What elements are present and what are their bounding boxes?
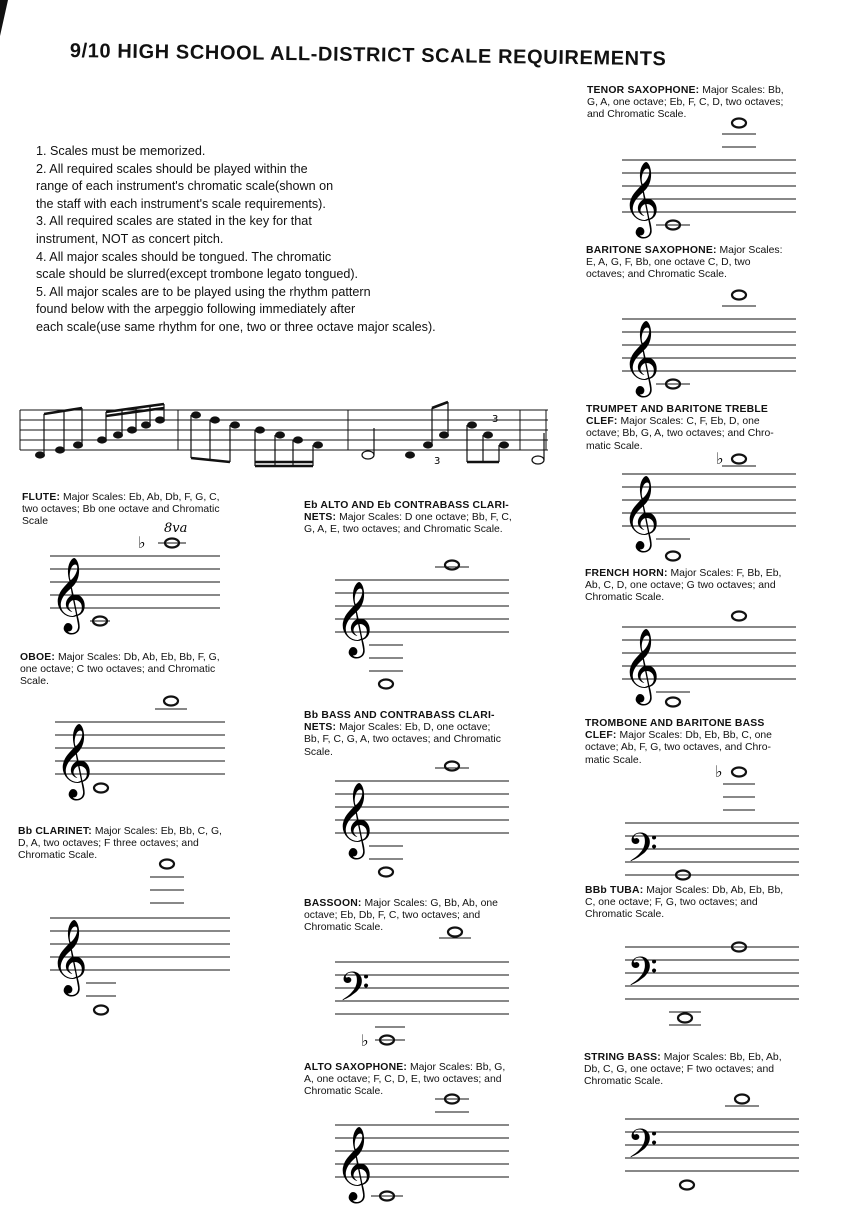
treble-clef-icon: 𝄞 bbox=[335, 582, 373, 656]
instrument-name: NETS: bbox=[304, 512, 337, 524]
bass-clef-icon: 𝄢 bbox=[339, 964, 370, 1020]
instrument-bari-sax bbox=[586, 245, 836, 282]
tuba-staff bbox=[625, 935, 815, 1045]
requirement-line: octave; Bb, G, A, two octaves; and Chro- bbox=[586, 428, 774, 440]
requirement-line: Scale. bbox=[304, 746, 333, 758]
instrument-alto-sax bbox=[304, 1062, 564, 1099]
bb-bass-clarinet-text bbox=[304, 710, 564, 759]
instrument-bb-bass-clarinet bbox=[304, 710, 564, 759]
requirement-line: Major Scales: Eb, Bb, C, G, bbox=[94, 826, 222, 837]
rule-line: 2. All required scales should be played within the bbox=[36, 161, 308, 176]
requirement-line: Major Scales: Bb, Eb, Ab, bbox=[663, 1052, 782, 1063]
triplet-mark: 3 bbox=[434, 456, 441, 467]
requirement-line: one octave; C two octaves; and Chromatic bbox=[20, 664, 216, 676]
string-bass-text bbox=[584, 1052, 838, 1089]
tenor-sax-text bbox=[587, 85, 837, 122]
requirement-line: Ab, C, D, one octave; G two octaves; and bbox=[585, 580, 776, 592]
requirement-line: A, one octave; F, C, D, E, two octaves; and bbox=[304, 1074, 502, 1086]
flat-icon: ♭ bbox=[361, 1031, 369, 1050]
triplet-mark: 3 bbox=[492, 414, 499, 425]
instrument-name: NETS: bbox=[304, 722, 337, 734]
requirement-line: Bb, F, C, G, A, two octaves; and Chromatic bbox=[304, 734, 501, 746]
requirement-line: Major Scales: F, Bb, Eb, bbox=[670, 568, 782, 579]
treble-clef-icon: 𝄞 bbox=[50, 920, 88, 994]
requirement-line: matic Scale. bbox=[585, 754, 642, 766]
requirement-line: G, A, one octave; Eb, F, C, D, two octaves; bbox=[587, 97, 784, 109]
requirement-line: Scale. bbox=[20, 676, 49, 688]
instrument-tuba bbox=[585, 885, 837, 922]
requirement-line: Major Scales: Eb, Ab, Db, F, G, C, bbox=[63, 492, 220, 503]
instrument-name: BASSOON: bbox=[304, 898, 362, 909]
rules-list bbox=[36, 143, 556, 337]
instrument-string-bass bbox=[584, 1052, 838, 1089]
instrument-name: ALTO SAXOPHONE: bbox=[304, 1062, 408, 1073]
requirement-line: and Chromatic Scale. bbox=[587, 109, 687, 121]
french-horn-text bbox=[585, 568, 837, 605]
instrument-eb-alto-clarinet bbox=[304, 500, 564, 537]
treble-clef-icon: 𝄞 bbox=[50, 558, 88, 632]
alto-sax-staff bbox=[335, 1095, 525, 1205]
instrument-tenor-sax bbox=[587, 85, 837, 122]
rule-line: found below with the arpeggio following immediately after bbox=[36, 302, 356, 317]
requirement-line: matic Scale. bbox=[586, 440, 643, 452]
requirement-line: Chromatic Scale. bbox=[585, 909, 665, 921]
treble-clef-icon: 𝄞 bbox=[335, 783, 373, 857]
requirement-line: Major Scales: G, Bb, Ab, one bbox=[364, 898, 498, 909]
rule-line: each scale(use same rhythm for one, two or three octave major scales). bbox=[36, 319, 436, 334]
page-corner-mark bbox=[0, 0, 20, 40]
bb-bass-clarinet-staff bbox=[335, 758, 525, 898]
requirement-line: octave; Eb, Db, F, C, two octaves; and bbox=[304, 910, 481, 922]
requirement-line: Chromatic Scale. bbox=[585, 592, 665, 604]
requirement-line: G, A, E, two octaves; and Chromatic Scale. bbox=[304, 524, 503, 536]
instrument-bassoon bbox=[304, 898, 564, 935]
rule-line: the staff with each instrument's scale requirements). bbox=[36, 196, 326, 211]
oboe-staff bbox=[55, 690, 235, 800]
rhythm-pattern-staff bbox=[20, 400, 560, 480]
requirement-line: octaves; and Chromatic Scale. bbox=[586, 269, 727, 281]
bassoon-text bbox=[304, 898, 564, 935]
string-bass-staff bbox=[625, 1093, 815, 1203]
requirement-line: Scale bbox=[22, 516, 48, 528]
instrument-name: Bb CLARINET: bbox=[18, 826, 92, 837]
instrument-bb-clarinet bbox=[18, 826, 282, 863]
page-title: 9/10 HIGH SCHOOL ALL-DISTRICT SCALE REQUIREMENTS bbox=[69, 40, 667, 71]
requirement-line: C, one octave; F, G, two octaves; and bbox=[585, 897, 758, 909]
requirement-line: E, A, G, F, Bb, one octave C, D, two bbox=[586, 257, 751, 269]
instrument-name: FLUTE: bbox=[22, 492, 61, 503]
instrument-name: Bb BASS AND CONTRABASS CLARI- bbox=[304, 710, 495, 721]
requirement-line: Chromatic Scale. bbox=[304, 922, 384, 934]
eb-alto-clarinet-staff bbox=[335, 555, 525, 695]
instrument-name: TRUMPET AND BARITONE TREBLE bbox=[586, 404, 769, 415]
french-horn-staff bbox=[622, 605, 812, 715]
flute-staff bbox=[50, 521, 230, 632]
bb-clarinet-text bbox=[18, 826, 282, 863]
treble-clef-icon: 𝄞 bbox=[622, 629, 660, 703]
instrument-trumpet bbox=[586, 404, 836, 453]
instrument-name: OBOE: bbox=[20, 652, 56, 663]
instrument-name: BARITONE SAXOPHONE: bbox=[586, 245, 717, 256]
requirement-line: Chromatic Scale. bbox=[584, 1076, 664, 1088]
requirement-line: Major Scales: Db, Ab, Eb, Bb, F, G, bbox=[57, 652, 220, 663]
instrument-name: FRENCH HORN: bbox=[585, 568, 668, 579]
tenor-sax-staff bbox=[622, 118, 812, 238]
instrument-french-horn bbox=[585, 568, 837, 605]
trumpet-staff bbox=[622, 450, 812, 570]
rule-line: 1. Scales must be memorized. bbox=[36, 144, 206, 158]
requirement-line: Major Scales: bbox=[719, 245, 783, 256]
bari-sax-text bbox=[586, 245, 836, 282]
rule-line: 4. All major scales should be tongued. The chromatic bbox=[36, 249, 332, 264]
requirement-line: Major Scales: Bb, bbox=[702, 85, 784, 96]
instrument-name: CLEF: bbox=[586, 416, 618, 428]
instrument-name: Eb ALTO AND Eb CONTRABASS CLARI- bbox=[304, 500, 509, 511]
trombone-staff bbox=[625, 760, 815, 890]
treble-clef-icon: 𝄞 bbox=[622, 162, 660, 236]
octave-mark: 8va bbox=[164, 521, 188, 536]
requirement-line: D, A, two octaves; F three octaves; and bbox=[18, 838, 199, 850]
rule-line: 3. All required scales are stated in the key for that bbox=[36, 214, 312, 229]
tuba-text bbox=[585, 885, 837, 922]
requirement-line: Major Scales: Db, Ab, Eb, Bb, bbox=[646, 885, 784, 896]
rule-line: 5. All major scales are to be played using the rhythm pattern bbox=[36, 284, 371, 299]
instrument-name: STRING BASS: bbox=[584, 1052, 661, 1063]
bari-sax-staff bbox=[622, 285, 812, 395]
flat-icon: ♭ bbox=[715, 762, 723, 781]
oboe-text bbox=[20, 652, 282, 689]
flute-text bbox=[22, 492, 282, 529]
instrument-name: CLEF: bbox=[585, 730, 617, 742]
treble-clef-icon: 𝄞 bbox=[55, 724, 93, 798]
instrument-name: TENOR SAXOPHONE: bbox=[587, 85, 700, 96]
requirement-line: Major Scales: Bb, G, bbox=[409, 1062, 506, 1073]
bassoon-staff bbox=[335, 944, 525, 1054]
requirement-line: Major Scales: Db, Eb, Bb, C, one bbox=[619, 730, 772, 742]
rule-line: instrument, NOT as concert pitch. bbox=[36, 231, 224, 246]
eb-alto-clarinet-text bbox=[304, 500, 564, 537]
requirement-line: Db, C, G, one octave; F two octaves; and bbox=[584, 1064, 775, 1076]
instrument-name: TROMBONE AND BARITONE BASS bbox=[585, 718, 765, 729]
trumpet-text bbox=[586, 404, 836, 453]
bb-clarinet-staff bbox=[50, 862, 240, 1022]
bass-clef-icon: 𝄢 bbox=[627, 825, 658, 881]
requirement-line: Chromatic Scale. bbox=[304, 1086, 384, 1098]
bass-clef-icon: 𝄢 bbox=[627, 1121, 658, 1177]
bass-clef-icon: 𝄢 bbox=[627, 949, 658, 1005]
instrument-name: BBb TUBA: bbox=[585, 885, 644, 896]
instrument-oboe bbox=[20, 652, 282, 689]
requirement-line: Major Scales: Eb, D, one octave; bbox=[339, 722, 491, 734]
rule-line: range of each instrument's chromatic scale(shown on bbox=[36, 179, 334, 194]
treble-clef-icon: 𝄞 bbox=[622, 476, 660, 550]
alto-sax-text bbox=[304, 1062, 564, 1099]
treble-clef-icon: 𝄞 bbox=[335, 1127, 373, 1201]
requirement-line: Major Scales: C, F, Eb, D, one bbox=[620, 416, 760, 428]
requirement-line: Chromatic Scale. bbox=[18, 850, 98, 862]
requirement-line: octave; Ab, F, G, two octaves, and Chro- bbox=[585, 742, 771, 754]
rule-line: scale should be slurred(except trombone legato tongued). bbox=[36, 267, 359, 282]
flat-icon: ♭ bbox=[138, 533, 146, 552]
flat-icon: ♭ bbox=[716, 449, 724, 468]
requirement-line: two octaves; Bb one octave and Chromatic bbox=[22, 504, 220, 516]
instrument-flute bbox=[22, 492, 282, 529]
requirement-line: Major Scales: D one octave; Bb, F, C, bbox=[339, 512, 512, 524]
treble-clef-icon: 𝄞 bbox=[622, 321, 660, 395]
